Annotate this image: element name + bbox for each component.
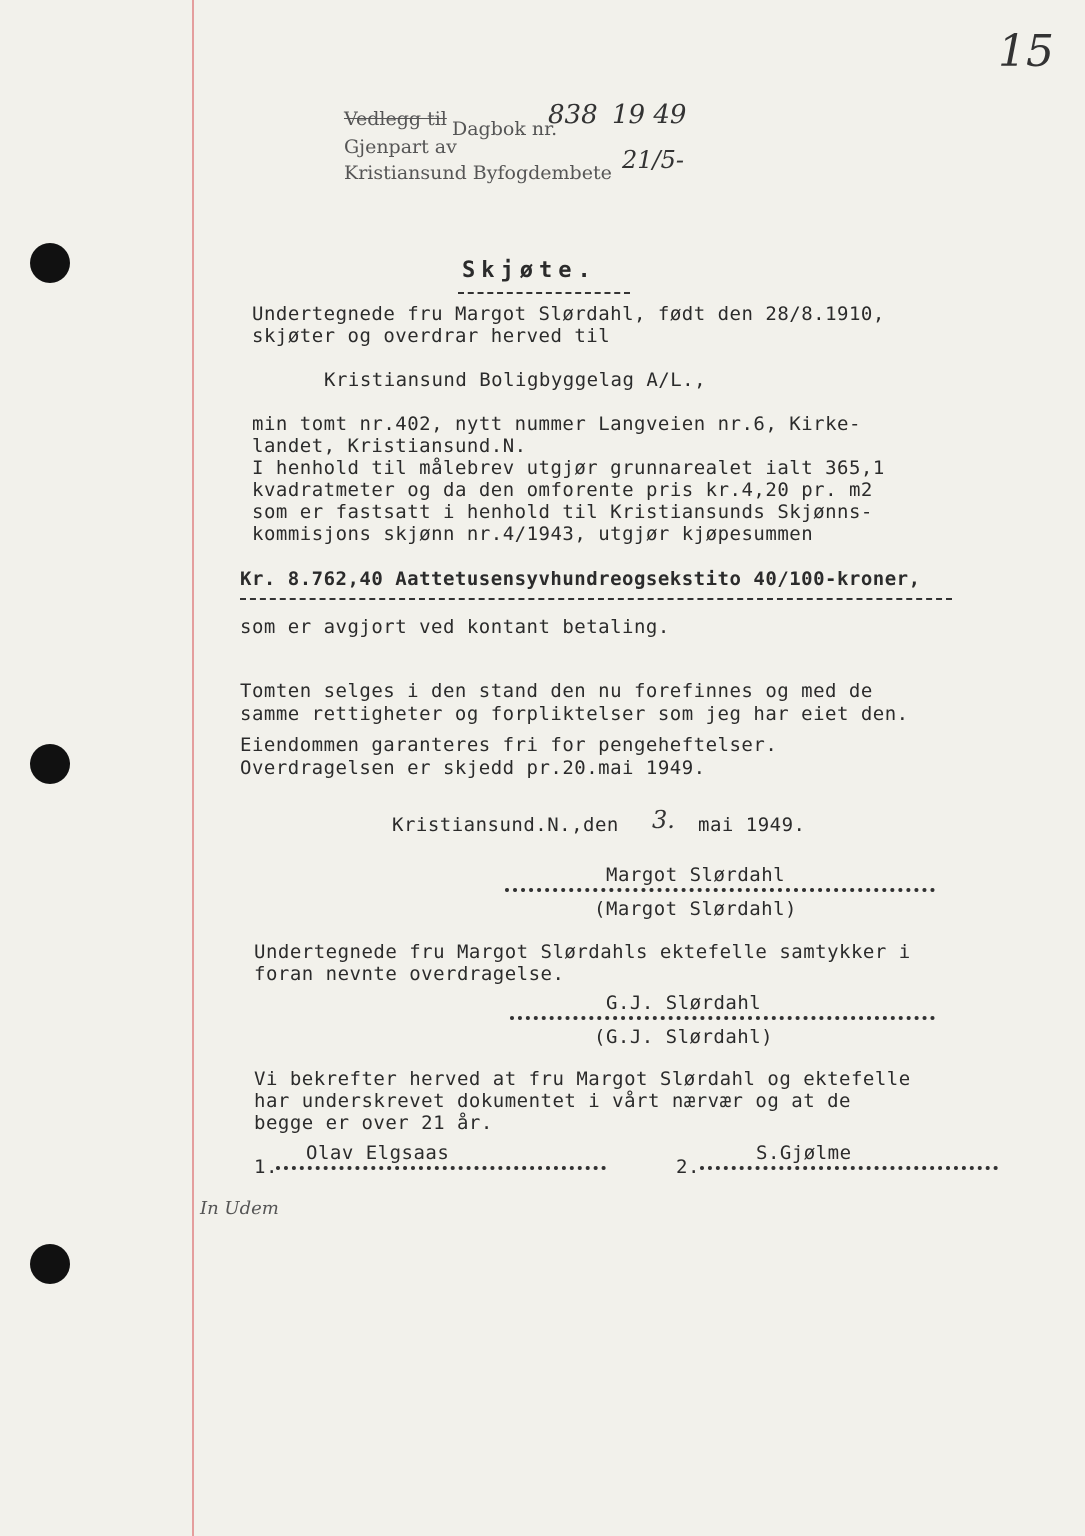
property-line-1: min tomt nr.402, nytt nummer Langveien nr.6, Kirke- <box>252 413 861 435</box>
witness-2-signature: S.Gjølme <box>756 1142 852 1164</box>
property-line-4: kvadratmeter og da den omforente pris kr.4,20 pr. m2 <box>252 479 873 501</box>
amount-underline <box>240 598 952 600</box>
spouse-signature-line <box>510 1016 935 1020</box>
property-line-3: I henhold til målebrev utgjør grunnarealet ialt 365,1 <box>252 457 885 479</box>
dagbok-number: 838 <box>548 100 598 130</box>
margin-note: In Udem <box>200 1198 279 1219</box>
place-date-suffix: mai 1949. <box>698 814 806 836</box>
witness-1-signature: Olav Elgsaas <box>306 1142 450 1164</box>
stamp-year: 19 49 <box>612 100 687 130</box>
terms-line-1: Tomten selges i den stand den nu forefinnes og med de <box>240 680 873 702</box>
page-number: 15 <box>998 26 1054 77</box>
punch-hole-middle <box>30 744 70 784</box>
stamp-line-3: Kristiansund Byfogdembete <box>344 162 612 184</box>
witness-text-line-2: har underskrevet dokumentet i vårt nærvær og at de <box>254 1090 851 1112</box>
stamp-dagbok-label: Dagbok nr. <box>452 118 558 140</box>
stamp-date: 21/5- <box>622 146 685 174</box>
witness-2-number: 2. <box>676 1156 700 1178</box>
punch-hole-top <box>30 243 70 283</box>
title-underline <box>458 292 630 294</box>
witness-text-line-1: Vi bekrefter herved at fru Margot Slørdahl og ektefelle <box>254 1068 911 1090</box>
payment-line: som er avgjort ved kontant betaling. <box>240 616 670 638</box>
witness-2-line <box>700 1166 998 1170</box>
stamp-line-2: Gjenpart av <box>344 136 457 158</box>
consent-line-2: foran nevnte overdragelse. <box>254 963 565 985</box>
document-title: Skjøte. <box>462 258 597 283</box>
terms-line-2: samme rettigheter og forpliktelser som jeg har eiet den. <box>240 703 909 725</box>
margin-line <box>192 0 194 1536</box>
purchase-amount: Kr. 8.762,40 Aattetusensyvhundreogsekstito 40/100-kroner, <box>240 568 921 590</box>
property-line-5: som er fastsatt i henhold til Kristiansunds Skjønns- <box>252 501 873 523</box>
punch-hole-bottom <box>30 1244 70 1284</box>
witness-1-number: 1. <box>254 1156 278 1178</box>
spouse-signature: G.J. Slørdahl <box>606 992 762 1014</box>
seller-signature-line <box>505 888 935 892</box>
place-date-prefix: Kristiansund.N.,den <box>392 814 619 836</box>
terms-line-3: Eiendommen garanteres fri for pengeheftelser. <box>240 734 778 756</box>
intro-line-1: Undertegnede fru Margot Slørdahl, født den 28/8.1910, <box>252 303 885 325</box>
intro-line-2: skjøter og overdrar herved til <box>252 325 611 347</box>
witness-1-line <box>276 1166 606 1170</box>
buyer-name: Kristiansund Boligbyggelag A/L., <box>324 369 707 391</box>
spouse-name: (G.J. Slørdahl) <box>594 1026 774 1048</box>
witness-text-line-3: begge er over 21 år. <box>254 1112 493 1134</box>
consent-line-1: Undertegnede fru Margot Slørdahls ektefelle samtykker i <box>254 941 911 963</box>
place-date-day: 3. <box>652 806 675 834</box>
property-line-2: landet, Kristiansund.N. <box>252 435 527 457</box>
property-line-6: kommisjons skjønn nr.4/1943, utgjør kjøpesummen <box>252 523 814 545</box>
terms-line-4: Overdragelsen er skjedd pr.20.mai 1949. <box>240 757 706 779</box>
seller-name: (Margot Slørdahl) <box>594 898 797 920</box>
stamp-line-1: Vedlegg til <box>344 108 447 130</box>
seller-signature: Margot Slørdahl <box>606 864 786 886</box>
